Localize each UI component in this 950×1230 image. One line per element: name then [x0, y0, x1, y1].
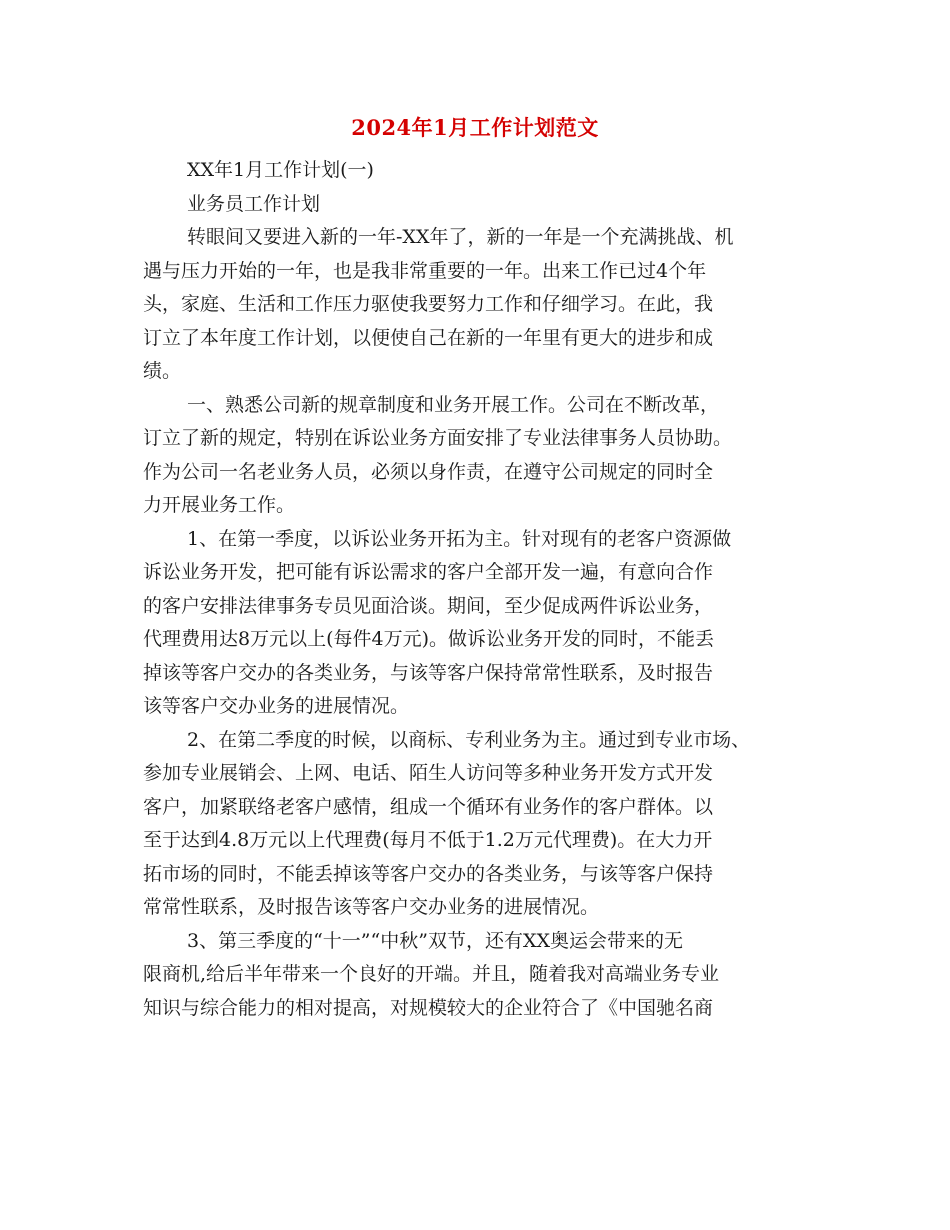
paragraph-section-one [143, 389, 813, 523]
paragraph-line: 限商机,给后半年带来一个良好的开端。并且，随着我对高端业务专业 [143, 963, 720, 985]
paragraph-line: 2、在第二季度的时候，以商标、专利业务为主。通过到专业市场、 [187, 728, 751, 751]
paragraph-line: 至于达到4.8万元以上代理费(每月不低于1.2万元代理费)。在大力开 [143, 829, 713, 851]
paragraph-line: 作为公司一名老业务人员，必须以身作责，在遵守公司规定的同时全 [143, 460, 714, 483]
paragraph-line: 绩。 [143, 360, 182, 382]
paragraph-line: 代理费用达8万元以上(每件4万元)。做诉讼业务开发的同时，不能丢 [143, 628, 715, 650]
paragraph-line: 诉讼业务开发，把可能有诉讼需求的客户全部开发一遍，有意向合作 [143, 561, 714, 583]
paragraph-line: 转眼间又要进入新的一年-XX年了，新的一年是一个充满挑战、机 [187, 226, 734, 248]
paragraph-line: 知识与综合能力的相对提高，对规模较大的企业符合了《中国驰名商 [143, 996, 714, 1019]
document-title: 2024年1月工作计划范文 [351, 115, 599, 140]
paragraph-line: 力开展业务工作。 [143, 494, 296, 516]
paragraph-line: 拓市场的同时，不能丢掉该等客户交办的各类业务，与该等客户保持 [143, 862, 714, 885]
paragraph-intro [143, 221, 813, 389]
section-heading: 业务员工作计划 [187, 192, 321, 215]
paragraph-line: 该等客户交办业务的进展情况。 [143, 695, 410, 717]
paragraph-line: 3、第三季度的“十一”“中秋”双节，还有XX奥运会带来的无 [187, 929, 683, 952]
paragraph-quarter-three [143, 925, 813, 1026]
subtitle: XX年1月工作计划(一) [187, 159, 374, 181]
paragraph-line: 一、熟悉公司新的规章制度和业务开展工作。公司在不断改革， [187, 393, 720, 416]
paragraph-quarter-two [143, 724, 813, 925]
paragraph-line: 掉该等客户交办的各类业务，与该等客户保持常常性联系，及时报告 [143, 661, 714, 684]
paragraph-line: 1、在第一季度，以诉讼业务开拓为主。针对现有的老客户资源做 [187, 527, 732, 550]
document-body [143, 154, 813, 1025]
paragraph-line: 订立了本年度工作计划，以便使自己在新的一年里有更大的进步和成 [143, 326, 714, 349]
paragraph-line: 头，家庭、生活和工作压力驱使我要努力工作和仔细学习。在此，我 [143, 293, 714, 315]
paragraph-line: 遇与压力开始的一年，也是我非常重要的一年。出来工作已过4个年 [143, 259, 707, 282]
paragraph-line: 订立了新的规定，特别在诉讼业务方面安排了专业法律事务人员协助。 [143, 427, 733, 449]
paragraph-quarter-one [143, 523, 813, 724]
paragraph-line: 客户，加紧联络老客户感情，组成一个循环有业务作的客户群体。以 [143, 795, 714, 818]
paragraph-line: 的客户安排法律事务专员见面洽谈。期间，至少促成两件诉讼业务， [143, 594, 714, 617]
paragraph-line: 参加专业展销会、上网、电话、陌生人访问等多种业务开发方式开发 [143, 762, 714, 784]
paragraph-line: 常常性联系，及时报告该等客户交办业务的进展情况。 [143, 896, 600, 918]
